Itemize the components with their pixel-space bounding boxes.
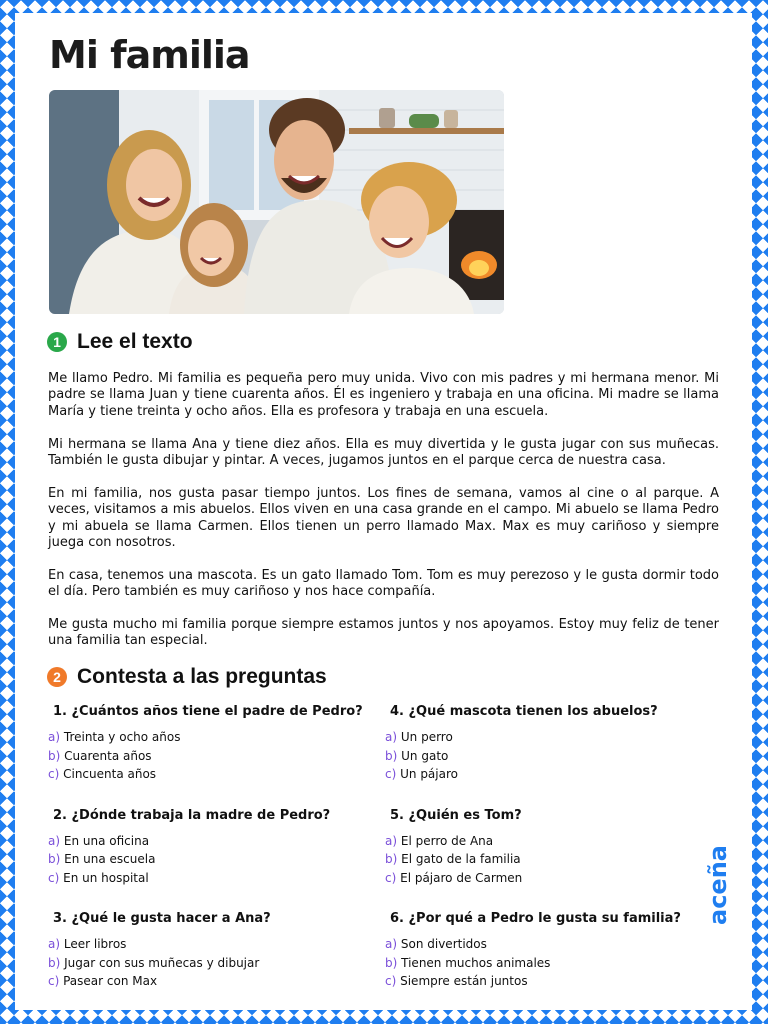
option-letter: b) — [48, 955, 61, 970]
option-text: Un perro — [400, 730, 453, 744]
question-block — [48, 911, 385, 991]
paragraph: Mi hermana se llama Ana y tiene diez años. Ella es muy divertida y le gusta jugar con sus muñecas. También le gusta dibujar y pintar. A veces, jugamos juntos en el parque cerca de nuestra casa. — [48, 436, 719, 469]
question-text: 3. ¿Qué le gusta hacer a Ana? — [53, 911, 271, 926]
brand-logo: aceña — [704, 845, 732, 925]
question-text: 2. ¿Dónde trabaja la madre de Pedro? — [53, 807, 331, 823]
option-letter: a) — [48, 833, 61, 848]
option-text: Jugar con sus muñecas y dibujar — [64, 955, 260, 970]
question-text: 4. ¿Qué mascota tienen los abuelos? — [390, 704, 658, 719]
option-text: Pasear con Max — [63, 974, 158, 988]
option-text: Cuarenta años — [64, 748, 152, 763]
answer-option[interactable] — [385, 954, 722, 973]
option-text: El gato de la familia — [401, 852, 521, 866]
section-read-heading — [47, 330, 193, 354]
option-letter: c) — [385, 767, 397, 781]
option-letter: c) — [48, 870, 60, 885]
answer-option[interactable] — [48, 747, 385, 766]
option-text: Son divertidos — [400, 937, 487, 951]
answer-option[interactable] — [385, 935, 722, 954]
answer-option[interactable] — [385, 832, 722, 851]
option-text: Un gato — [401, 748, 449, 763]
question-text: 5. ¿Quién es Tom? — [390, 807, 522, 823]
option-letter: c) — [48, 767, 60, 781]
answer-option[interactable] — [385, 747, 722, 766]
option-letter: a) — [48, 937, 61, 951]
section-title: Contesta a las preguntas — [77, 665, 327, 688]
option-letter: a) — [48, 730, 61, 744]
answer-option[interactable] — [48, 954, 385, 973]
option-text: Siempre están juntos — [400, 974, 528, 988]
question-block — [48, 808, 385, 888]
page-title: Mi familia — [49, 33, 250, 77]
option-letter: b) — [48, 748, 61, 763]
option-letter: b) — [385, 748, 398, 763]
answer-option[interactable] — [385, 869, 722, 888]
option-letter: a) — [385, 937, 398, 951]
option-letter: b) — [385, 852, 398, 866]
section-title: Lee el texto — [77, 330, 193, 353]
answer-option[interactable] — [48, 832, 385, 851]
question-block — [385, 704, 722, 784]
answer-option[interactable] — [385, 765, 722, 784]
answer-option[interactable] — [48, 728, 385, 747]
option-letter: c) — [48, 974, 60, 988]
option-text: Tienen muchos animales — [401, 955, 551, 970]
section-number-badge: 1 — [47, 332, 67, 352]
answer-option[interactable] — [48, 972, 385, 991]
option-letter: a) — [385, 833, 398, 848]
section-number-badge: 2 — [47, 667, 67, 687]
answer-option[interactable] — [48, 935, 385, 954]
option-letter: a) — [385, 730, 398, 744]
answer-option[interactable] — [385, 728, 722, 747]
question-block — [385, 808, 722, 888]
option-letter: c) — [385, 974, 397, 988]
option-letter: b) — [385, 955, 398, 970]
answer-option[interactable] — [48, 765, 385, 784]
questions-grid — [48, 704, 728, 991]
option-text: Cincuenta años — [63, 767, 157, 781]
family-photo — [49, 90, 504, 314]
option-letter: c) — [385, 870, 397, 885]
question-text: 1. ¿Cuántos años tiene el padre de Pedro? — [53, 704, 363, 719]
answer-option[interactable] — [385, 850, 722, 869]
option-text: Leer libros — [63, 937, 127, 951]
answer-option[interactable] — [48, 850, 385, 869]
option-text: En una escuela — [64, 852, 156, 866]
option-letter: b) — [48, 852, 61, 866]
paragraph: En casa, tenemos una mascota. Es un gato llamado Tom. Tom es muy perezoso y le gusta dormir todo el día. Pero también es muy cariñoso y nos hace compañía. — [48, 567, 719, 600]
question-block — [385, 911, 722, 991]
worksheet-page — [15, 13, 752, 1010]
option-text: El perro de Ana — [400, 833, 494, 848]
question-text: 6. ¿Por qué a Pedro le gusta su familia? — [390, 911, 681, 926]
answer-option[interactable] — [385, 972, 722, 991]
reading-text — [48, 371, 719, 666]
answer-option[interactable] — [48, 869, 385, 888]
section-questions-heading — [47, 665, 327, 689]
option-text: Treinta y ocho años — [63, 730, 181, 744]
paragraph: Me llamo Pedro. Mi familia es pequeña pero muy unida. Vivo con mis padres y mi hermana menor. Mi padre se llama Juan y tiene cuarenta años. Él es ingeniero y trabaja en una oficina. Mi madre se llama María y tiene treinta y ocho años. Ella es profesora y trabaja en una escuela. — [48, 371, 719, 419]
option-text: El pájaro de Carmen — [400, 870, 523, 885]
option-text: Un pájaro — [400, 767, 458, 781]
question-block — [48, 704, 385, 784]
paragraph: En mi familia, nos gusta pasar tiempo juntos. Los fines de semana, vamos al cine o al parque. A veces, visitamos a mis abuelos. Ellos viven en una casa grande en el campo. Mi abuelo se llama Pedro y mi abuela se llama Carmen. Ellos tienen un perro llamado Max. Max es muy cariñoso y siempre juega con nosotros. — [48, 485, 719, 551]
option-text: En un hospital — [63, 870, 149, 885]
paragraph: Me gusta mucho mi familia porque siempre estamos juntos y nos apoyamos. Estoy muy feliz de tener una familia tan especial. — [48, 617, 719, 649]
option-text: En una oficina — [63, 833, 150, 848]
